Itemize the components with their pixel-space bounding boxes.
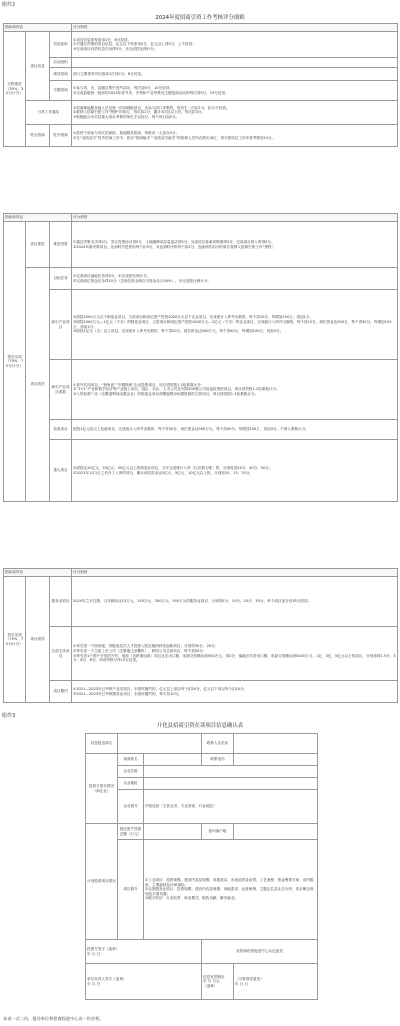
sub-push: 项目推进 — [26, 222, 50, 268]
label-info: 信息获取 — [50, 32, 72, 58]
footnote: 本表一式二份，报送单位和招商投促中心各一份存档。 — [3, 1016, 104, 1021]
rules-major: ①固投达10亿元、20亿元、50亿元以上的制造业项目，当年完成统计入库（以出数为准）的，分别再加20分、30分、50分。 ②2023年1月1日之后开工入库的项目，累计到位资金达2亿元、5亿元、10亿元以上的，分别加10、15、25分。 — [72, 440, 398, 502]
field-land[interactable] — [234, 824, 318, 840]
rules-service: 2024年之后注册，当年税收达15万元、150万元、300万元、500万元的服务业项目，分别得5分、10分、20分、35分，单个项目加分至35分封顶。 — [72, 577, 398, 627]
rules-resident: ①派驻干部参与对区招商组、基地服务招商，每派出一人加分5分； ②在“双招双引”驻外招商工作中，获评“招商能手”“双招双引能手”的招商人员所在派出单位，得分按项目工作年度考核加10分。 — [72, 125, 398, 147]
label-company-name: 企业名称 — [118, 766, 144, 778]
col-header-indicator-3: 指标和内容 — [4, 569, 72, 577]
label-contact: 联系人及电话 — [202, 734, 234, 754]
rules-leader: 部门主要领导外出招商1次得2分，8分封顶。 — [72, 68, 398, 81]
annex2-label: 附件2 — [2, 2, 16, 8]
label-client-name: 客商姓名 — [118, 754, 144, 766]
investor-signature[interactable]: 投资方签字（盖章） 年 月 日 — [86, 940, 202, 964]
field-company-name[interactable] — [144, 766, 318, 778]
unit-signature[interactable]: 单位负责人签字（盖章） 年 月 日 — [86, 964, 202, 1000]
field-fixed-invest[interactable] — [144, 824, 202, 840]
label-fixed-invest: 固定资产投资总额（万元） — [118, 824, 144, 840]
scoring-table-service — [3, 568, 398, 703]
field-company-intro[interactable]: 内容包括（主营业务、专业资质、行业地位） — [144, 790, 318, 824]
sub-project-info: 项目信息 — [26, 32, 50, 101]
field-client-phone[interactable] — [234, 754, 318, 766]
rules-daily: ①招商基地服务地人员至第一时间调配项目，未参与部门采集的，每发生一次扣1分，扣分不封顶。 ②被纳入招商引资工作"黑榜"的单位，每次扣2分，累计3次及以上的，每次扣3分。 ③积极配合市对县重大项目考核的单位予以加分，每个项目加5分。 — [72, 101, 398, 125]
label-county-opinion: 县招商投资促进中心认定意见 — [202, 940, 318, 964]
label-land: 意向落户地 — [202, 824, 234, 840]
label-resident: 驻外招商 — [50, 125, 72, 147]
label-project-intro: 项目简介 — [118, 840, 144, 940]
col-header-rules: 评分细则 — [72, 24, 398, 32]
label-leader: 领导招商 — [50, 68, 72, 81]
category-process: 过程推进（30%，30分计分） — [4, 32, 26, 147]
validity-cell[interactable]: 信息有效期至 年 月 日止 （盖章） — [202, 964, 234, 1000]
label-client-phone: 联系电话 — [202, 754, 234, 766]
label-expo: 专题招商 — [50, 81, 72, 101]
label-daily: 日常工作落实 — [26, 101, 72, 125]
field-contact[interactable] — [234, 734, 318, 754]
scoring-table-process — [3, 23, 398, 147]
label-investor-info: 投资方基本情况（商企业） — [86, 754, 118, 824]
category-results: 招引实绩（70%，70分计分） — [4, 222, 26, 502]
rules-tech: 固投1亿元及以上技改项目，完成统计入库并出数的，每个得20分，到位资金达500万元，每个得40分，每增加100万，再加3分，不纳入系数计分。 — [72, 420, 398, 440]
rules-activity-empty — [72, 58, 398, 68]
project-info-form — [85, 733, 318, 1000]
rules-new-industry: ①固投2000万元以下制造业项目、文旅项目和固定资产投资1000万元以下农业项目，完成统计入库并出数的，每个得10分，每增加100万，再加1分； ②固投2000万元—1亿元（不含）的制造业项目、文旅项目和固定资产投资1000万元—1亿元（不含）的农业项目，完成统计入库并出数的，每个得15分，到位资金达500万，每个得30分，每增加100万，再加1分； ③固投1亿元（含）以上项目，完成统计入库并出数的，每个得20分，到位资金达500万元，每个得40分，每增加100万，再加3分。 — [72, 290, 398, 360]
rules-info: ①项目信息报每条得1分，6分封顶； ②对通过决策的项目信息，亿元以下每条得2分，亿元以上得5分，上不封顶； ③完成项目有效信息任务得5分，未完成按比例计分。 — [72, 32, 398, 58]
leader-opinion-cell[interactable]: （分管领导意见） 年 月 日 — [234, 964, 318, 1000]
col-header-indicator: 指标和内容 — [4, 24, 72, 32]
rules-perform: ①2021—2023年已考核产业类项目，未按时履约的，亿元以上项目每个扣20分，亿元以下项目每个扣10分。 ②2021—2023年已考核服务业项目，未按时履约的，每个扣10分。 — [72, 681, 398, 703]
field-company-addr[interactable] — [144, 778, 318, 790]
label-source-unit: 信息报送单位 — [86, 734, 118, 754]
field-project-intro[interactable]: ①工业项目：投资规模、建设内容及规模、用地需求、市场前景及前景、工艺流程、资金筹措方案、省内税收、主要能耗及环保指标； ②农旅服务业项目：投资规模、建设内容及规模、用地需求、运营案例、主题定位及业态分析、初步概念规划及平面布置； ③数字经济：行业前景、商业模式、税收贡献、解决就业。 — [144, 840, 318, 940]
col-header-rules-2: 评分细则 — [72, 214, 398, 222]
category-service: 招引实绩（70%，70分计分） — [4, 577, 26, 703]
rules-landing: ①完成项目落地任务得5分，未完成按比例计分； ②完成到位资金任务得10分（总到位资金和自引资金各占50%），未完成按比例计分。 — [72, 268, 398, 290]
sub-effect: 项目绩效 — [26, 268, 50, 502]
field-client-name[interactable] — [144, 754, 202, 766]
annex3-label: 附件3 — [2, 713, 16, 719]
label-new-industry: 新引产业项目 — [50, 290, 72, 360]
rules-push: ①通过决策否决得5分，签订投资协议得5分，土地摘牌或存量盘活得5分，完成项目备案或核准得5分，完成项目纳入库得5分。 ②2024年新决策项目，达到时序进度的每个扣3分，未达到时序的每个扣2分，连续两次扣分的单位将纳入招商引资工作“黑榜”。 — [72, 222, 398, 268]
rules-coefficient: ①省外共同项目，“独角兽”“专精特新”企业投资项目，项目绩效按1.3倍系数计分； ②“2+2”产业和数字经济等产业链上项目，国企、央企、上市公司及列居500强公司直接投资的项目，项目绩效按1.2倍系数计分； ③入驻标准厂房（含腾退利用闲置企业）的制造业项目或腾退利用闲置资源的文旅项目，项目绩效按1.3倍系数计分。 — [72, 360, 398, 420]
sub-resident: 驻点招商 — [26, 125, 50, 147]
label-service: 服务业项目 — [50, 577, 72, 627]
label-landing: 目标任务 — [50, 268, 72, 290]
col-header-indicator-2: 指标和内容 — [4, 214, 72, 222]
sub-service: 项目绩效 — [26, 577, 50, 703]
label-activity: 活动组织 — [50, 58, 72, 68]
annex3-title: 开化县招商引资在谈项目信息确认表 — [156, 723, 244, 729]
label-hq: 总部主体项目 — [50, 627, 72, 681]
rules-hq: ①每引进一个国家级、省级高层次人才投资入股实施的科技创新项目，分别得30分、20分； ②每引进一个主板上市公司（注册地迁至衢州），跨国公司总部项目，每个加50分； ③每引进1个国产开发的外贸、电商（含跨境电商）项目且在出口额、电商交易额达到500万元，得2分；落地后年进出口额、电商交易额达到5000万元、1亿、3亿、5亿元以上的项目，分别再得1.5分、3分、6分、8分。该项考核分得15分封顶。 — [72, 627, 398, 681]
annex2-title: 2024年度招商引资工作考核评分细则 — [155, 15, 245, 21]
field-source-unit[interactable] — [118, 734, 202, 754]
label-major: 重大项目 — [50, 440, 72, 502]
label-plan-info: 计划投资项目情况 — [86, 824, 118, 940]
label-company-intro: 企业简介 — [118, 790, 144, 824]
scoring-table-results — [3, 213, 398, 502]
label-coefficient: 新引产业项目系数 — [50, 360, 72, 420]
label-perform: 项目履约 — [50, 681, 72, 703]
rules-expo: ①参与省、市、县级目集中签约活动，每次加5分，10分封顶； ②完成县级统一组织的2024年度节庆、乡贤和产业等系列主题招商活动的每次得5分，15分封顶。 — [72, 81, 398, 101]
label-push: 推进进度 — [50, 222, 72, 268]
label-tech: 技改项目 — [50, 420, 72, 440]
label-company-addr: 企业地址 — [118, 778, 144, 790]
col-header-rules-3: 评分细则 — [72, 569, 398, 577]
